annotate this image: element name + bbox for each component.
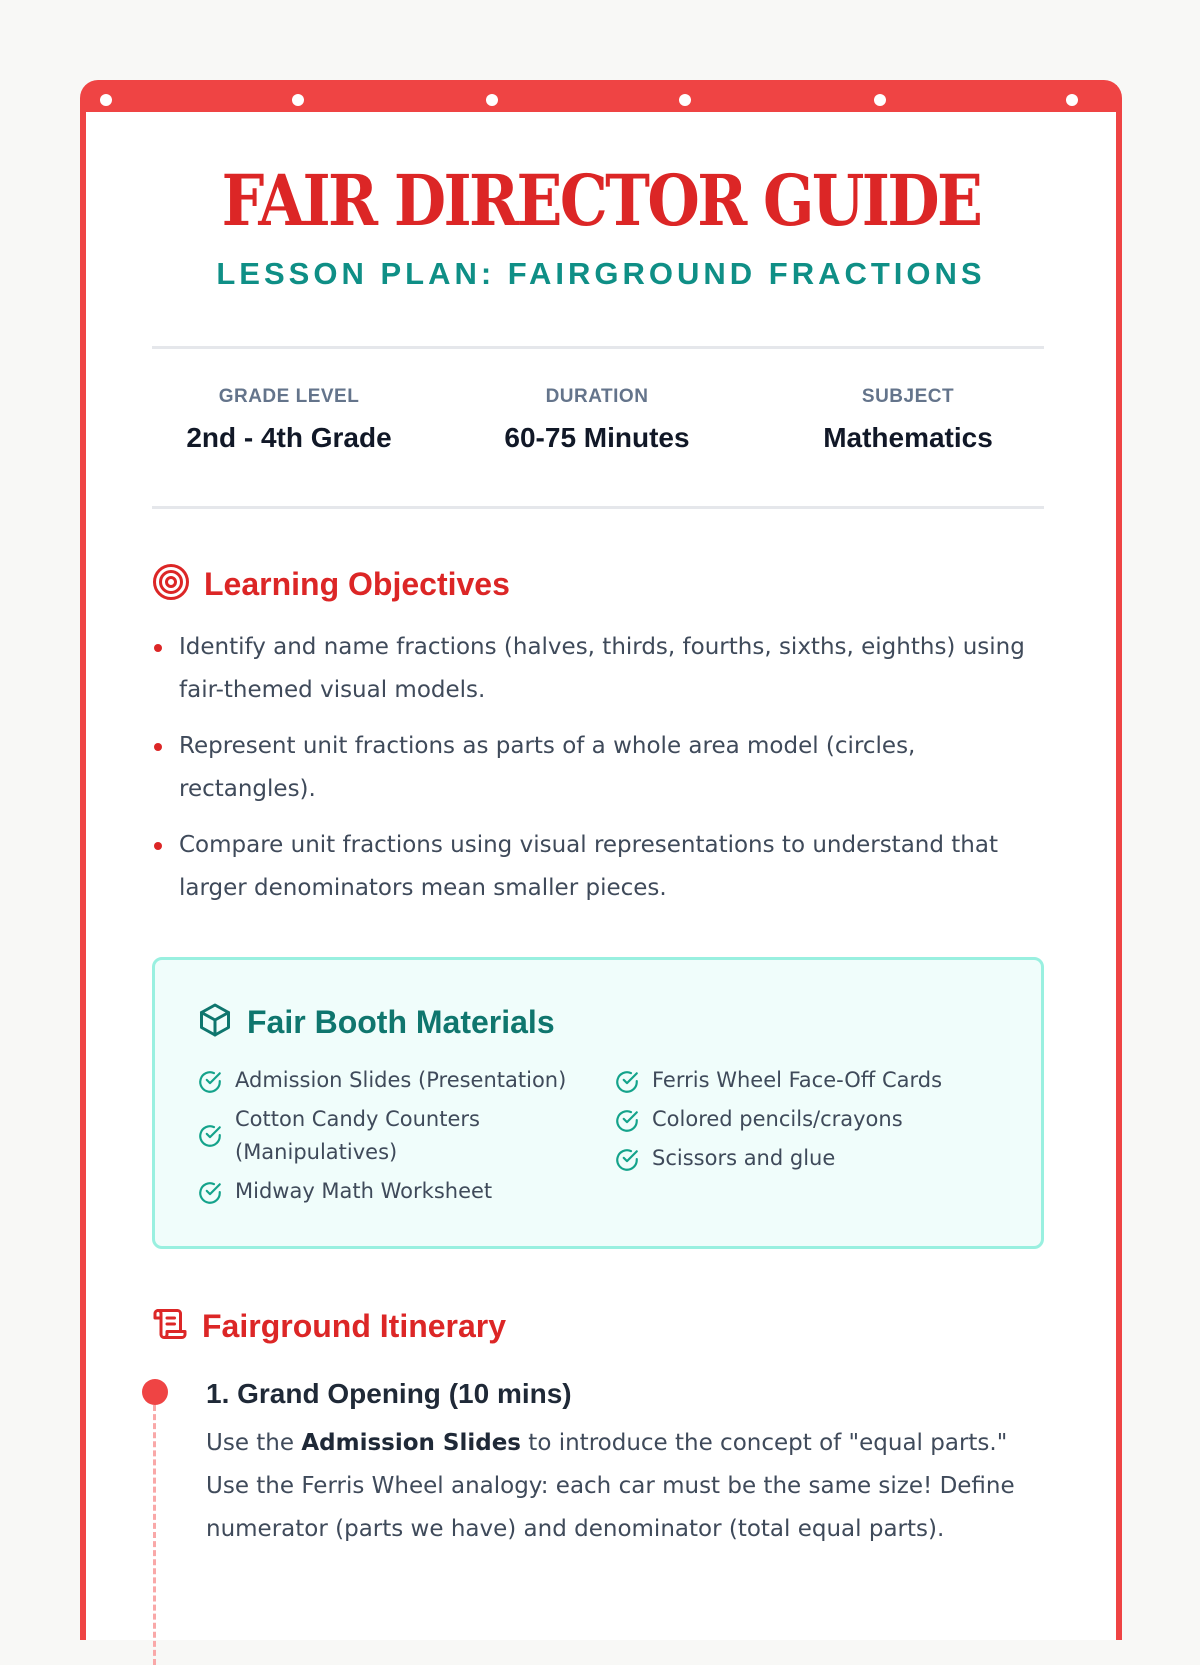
divider	[152, 506, 1044, 509]
page-title: FAIR DIRECTOR GUIDE	[221, 159, 981, 242]
meta-label: SUBJECT	[861, 386, 955, 407]
objectives-heading	[152, 562, 510, 606]
materials-heading	[197, 1002, 555, 1042]
material-item	[614, 1064, 994, 1097]
target-icon	[152, 563, 190, 605]
timeline-dot	[142, 1379, 168, 1405]
punch-hole	[486, 94, 498, 106]
step-title: 1. Grand Opening (10 mins)	[206, 1378, 572, 1409]
material-item	[614, 1103, 994, 1136]
step-text: to introduce the concept of "equal parts." Use the Ferris Wheel analogy: each car must be the same size! Define numerator (parts we have) and denominator (total equal parts).	[206, 1430, 1015, 1542]
material-item	[614, 1142, 994, 1175]
divider	[152, 346, 1044, 349]
materials-column-left	[197, 1064, 577, 1214]
punch-hole	[679, 94, 691, 106]
meta-label: DURATION	[545, 386, 649, 407]
check-circle-icon	[614, 1069, 640, 1095]
list-item: Identify and name fractions (halves, thirds, fourths, sixths, eighths) using fair-themed visual models.	[152, 626, 1052, 712]
ticket-top-bar	[86, 86, 1116, 112]
material-item	[197, 1103, 535, 1169]
material-label: Colored pencils/crayons	[652, 1107, 903, 1131]
step-text-bold: Admission Slides	[301, 1430, 521, 1456]
list-item: Represent unit fractions as parts of a whole area model (circles, rectangles).	[152, 725, 1052, 811]
scroll-icon	[152, 1306, 188, 1346]
meta-label: GRADE LEVEL	[218, 386, 360, 407]
punch-hole	[874, 94, 886, 106]
timeline-line	[153, 1405, 156, 1665]
step-description	[206, 1422, 1046, 1551]
meta-value: 60-75 Minutes	[504, 422, 690, 453]
material-label: Midway Math Worksheet	[235, 1179, 493, 1203]
meta-subject	[778, 386, 1038, 454]
section-title: Fairground Itinerary	[202, 1307, 507, 1344]
list-item: Compare unit fractions using visual representations to understand that larger denominators mean smaller pieces.	[152, 824, 1052, 910]
step-text: Use the	[206, 1430, 302, 1456]
materials-box	[152, 957, 1044, 1249]
meta-value: 2nd - 4th Grade	[186, 422, 392, 453]
meta-value: Mathematics	[823, 422, 993, 453]
check-circle-icon	[197, 1123, 223, 1149]
punch-hole	[1066, 94, 1078, 106]
material-label: Scissors and glue	[652, 1146, 836, 1170]
material-item	[197, 1175, 577, 1208]
guide-card	[80, 80, 1122, 1640]
meta-grade-level	[159, 386, 419, 454]
punch-hole	[292, 94, 304, 106]
punch-hole	[100, 94, 112, 106]
section-title: Fair Booth Materials	[247, 1003, 555, 1040]
itinerary-heading	[152, 1304, 506, 1348]
materials-column-right	[614, 1064, 994, 1181]
check-circle-icon	[197, 1069, 223, 1095]
check-circle-icon	[614, 1108, 640, 1134]
box-icon	[197, 1002, 233, 1042]
check-circle-icon	[197, 1180, 223, 1206]
material-label: Cotton Candy Counters (Manipulatives)	[235, 1107, 480, 1164]
objectives-list	[152, 626, 1052, 923]
page-subtitle: LESSON PLAN: FAIRGROUND FRACTIONS	[216, 256, 986, 291]
check-circle-icon	[614, 1147, 640, 1173]
material-label: Admission Slides (Presentation)	[235, 1068, 567, 1092]
section-title: Learning Objectives	[204, 565, 510, 602]
meta-duration	[467, 386, 727, 454]
material-item	[197, 1064, 577, 1097]
material-label: Ferris Wheel Face-Off Cards	[652, 1068, 943, 1092]
